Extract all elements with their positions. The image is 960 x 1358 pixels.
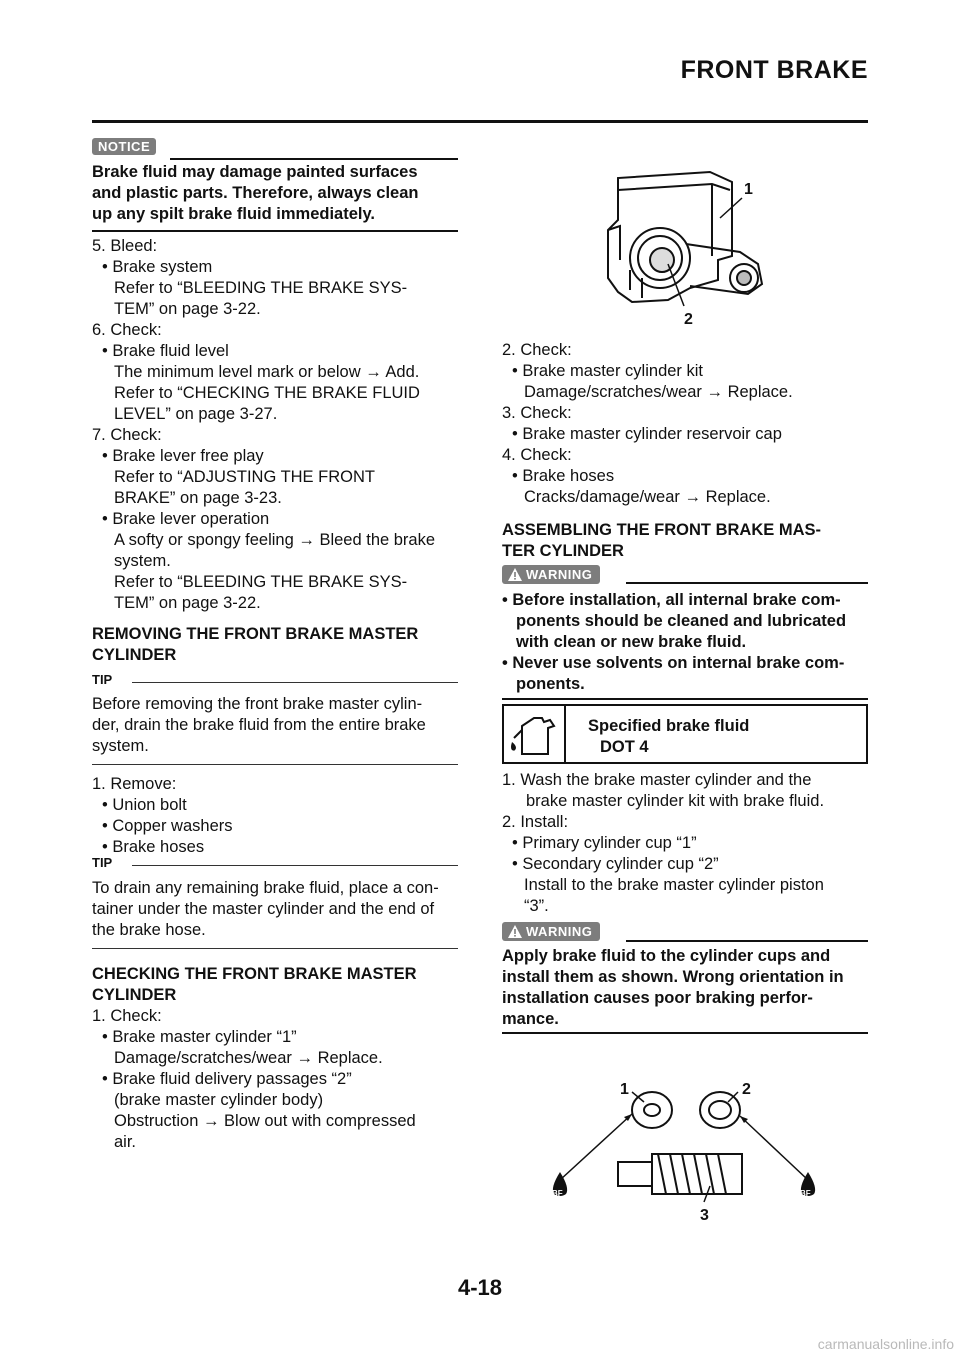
check-step: 1. Check: • Brake master cylinder “1” Damage/scratches/wear → Replace. • Brake fluid delivery passages “2” (brake master cylinder body) Obstruction → Blow out with compressed air. — [92, 1007, 416, 1151]
warning-icon — [508, 925, 522, 938]
page-number: 4-18 — [457, 1275, 503, 1300]
fig2-label-1: 1 — [620, 1081, 629, 1098]
check-4: 4. Check: • Brake hoses Cracks/damage/wear → Replace. — [502, 446, 771, 506]
page-title: FRONT BRAKE — [680, 56, 868, 84]
check-3: 3. Check: • Brake master cylinder reservoir cap — [502, 404, 782, 443]
tip-text: Before removing the front brake master cylin- der, drain the brake fluid from the entire brake system. — [92, 695, 426, 755]
warning-badge: WARNING — [502, 922, 600, 943]
assemble-steps: 1. Wash the brake master cylinder and the brake master cylinder kit with brake fluid. 2. Install: • Primary cylinder cup “1” • Secondary cylinder cup “2” Install to the brake master cylinder piston “3”. — [502, 771, 825, 915]
warning-top-rule — [626, 582, 868, 584]
master-cylinder-illustration — [590, 160, 790, 330]
fig1-label-1: 1 — [744, 181, 753, 198]
spec-value: DOT 4 — [600, 738, 649, 756]
assembling-heading: ASSEMBLING THE FRONT BRAKE MAS- TER CYLINDER — [502, 521, 821, 560]
fig2-label-3: 3 — [700, 1207, 709, 1224]
tip-label: TIP — [92, 672, 113, 687]
warning-top-rule — [626, 940, 868, 942]
warning-bottom-rule — [502, 1032, 868, 1034]
oil-can-icon — [504, 706, 562, 762]
tip-text: To drain any remaining brake fluid, place a con- tainer under the master cylinder and the end of the brake hose. — [92, 879, 439, 939]
warning-icon — [508, 568, 522, 581]
warning-text: Apply brake fluid to the cylinder cups and install them as shown. Wrong orientation in installation causes poor braking perfor- mance. — [502, 947, 844, 1028]
cylinder-cups-illustration — [540, 1080, 830, 1230]
warning-badge: WARNING — [502, 565, 600, 586]
notice-top-rule — [170, 158, 458, 160]
bf-oil-icon — [800, 1172, 815, 1198]
tip-bottom-rule — [92, 764, 458, 765]
removing-heading: REMOVING THE FRONT BRAKE MASTER CYLINDER — [92, 625, 419, 664]
warning-text: • Before installation, all internal brake com- ponents should be cleaned and lubricated with clean or new brake fluid. • Never use solvents on internal brake com- ponents. — [502, 591, 847, 693]
tip-label: TIP — [92, 855, 113, 870]
spec-icon-cell — [504, 706, 566, 762]
step-5-bleed: 5. Bleed: • Brake system Refer to “BLEEDING THE BRAKE SYS- TEM” on page 3-22. — [92, 237, 408, 318]
tip-bottom-rule — [92, 948, 458, 949]
fig1-label-2: 2 — [684, 311, 693, 328]
remove-step: 1. Remove: • Union bolt • Copper washers • Brake hoses — [92, 775, 233, 856]
svg-text:BF: BF — [552, 1189, 563, 1198]
spec-box — [502, 704, 868, 764]
notice-bottom-rule — [92, 230, 458, 232]
tip-top-rule — [132, 682, 458, 683]
header-divider — [92, 120, 868, 123]
warning-bottom-rule — [502, 698, 868, 700]
spec-text — [588, 716, 749, 758]
step-7-check: 7. Check: • Brake lever free play Refer to “ADJUSTING THE FRONT BRAKE” on page 3-23. • Brake lever operation A softy or spongy feeling → Bleed the brake system. Refer to “BLEEDING THE BRAKE SYS- TEM” on page 3-22. — [92, 426, 436, 612]
tip-top-rule — [132, 865, 458, 866]
notice-badge: NOTICE — [92, 138, 156, 156]
notice-text: Brake fluid may damage painted surfaces and plastic parts. Therefore, always clean up any spilt brake fluid immediately. — [92, 163, 419, 223]
watermark: carmanualsonline.info — [817, 1336, 954, 1352]
check-2: 2. Check: • Brake master cylinder kit Damage/scratches/wear → Replace. — [502, 341, 793, 401]
fig2-label-2: 2 — [742, 1081, 751, 1098]
checking-heading: CHECKING THE FRONT BRAKE MASTER CYLINDER — [92, 965, 417, 1004]
svg-text:BF: BF — [800, 1189, 811, 1198]
step-6-check: 6. Check: • Brake fluid level The minimum level mark or below → Add. Refer to “CHECKING THE BRAKE FLUID LEVEL” on page 3-27. — [92, 321, 420, 423]
spec-label: Specified brake fluid — [588, 717, 750, 735]
